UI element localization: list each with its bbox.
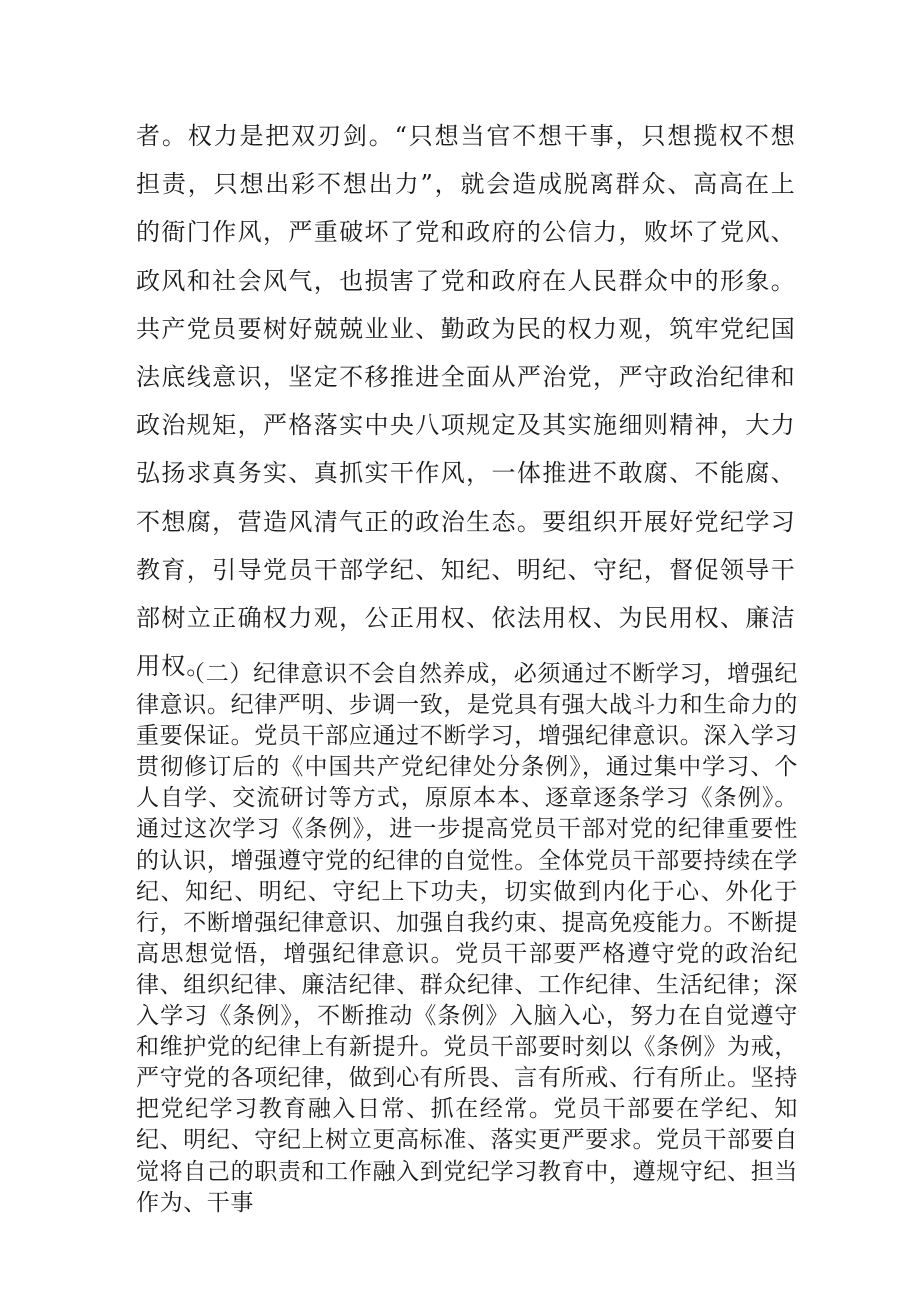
- paragraph-discipline-awareness: （二）纪律意识不会自然养成，必须通过不断学习，增强纪律意识。纪律严明、步调一致，是党具有强大战斗力和生命力的重要保证。党员干部应通过不断学习，增强纪律意识。深入学习贯彻修订后的《中国共产党纪律处分条例》，通过集中学习、个人自学、交流研讨等方式，原原本本、逐章逐条学习《条例》。通过这次学习《条例》，进一步提高党员干部对党的纪律重要性的认识，增强遵守党的纪律的自觉性。全体党员干部要持续在学纪、知纪、明纪、守纪上下功夫，切实做到内化于心、外化于行，不断增强纪律意识、加强自我约束、提高免疫能力。不断提高思想觉悟，增强纪律意识。党员干部要严格遵守党的政治纪律、组织纪律、廉洁纪律、群众纪律、工作纪律、生活纪律；深入学习《条例》，不断推动《条例》入脑入心，努力在自觉遵守和维护党的纪律上有新提升。党员干部要时刻以《条例》为戒，严守党的各项纪律，做到心有所畏、言有所戒、行有所止。坚持把党纪学习教育融入日常、抓在经常。党员干部要在学纪、知纪、明纪、守纪上树立更高标准、落实更严要求。党员干部要自觉将自己的职责和工作融入到党纪学习教育中，遵规守纪、担当作为、干事: [136, 661, 798, 1216]
- paragraph-power-view: 者。权力是把双刃剑。“只想当官不想干事，只想揽权不想担责，只想出彩不想出力”，就会造成脱离群众、高高在上的衙门作风，严重破坏了党和政府的公信力，败坏了党风、政风和社会风气，也损害了党和政府在人民群众中的形象。共产党员要树好兢兢业业、勤政为民的权力观，筑牢党纪国法底线意识，坚定不移推进全面从严治党，严守政治纪律和政治规矩，严格落实中央八项规定及其实施细则精神，大力弘扬求真务实、真抓实干作风，一体推进不敢腐、不能腐、不想腐，营造风清气正的政治生态。要组织开展好党纪学习教育，引导党员干部学纪、知纪、明纪、守纪，督促领导干部树立正确权力观，公正用权、依法用权、为民用权、廉洁用权。: [136, 122, 796, 681]
